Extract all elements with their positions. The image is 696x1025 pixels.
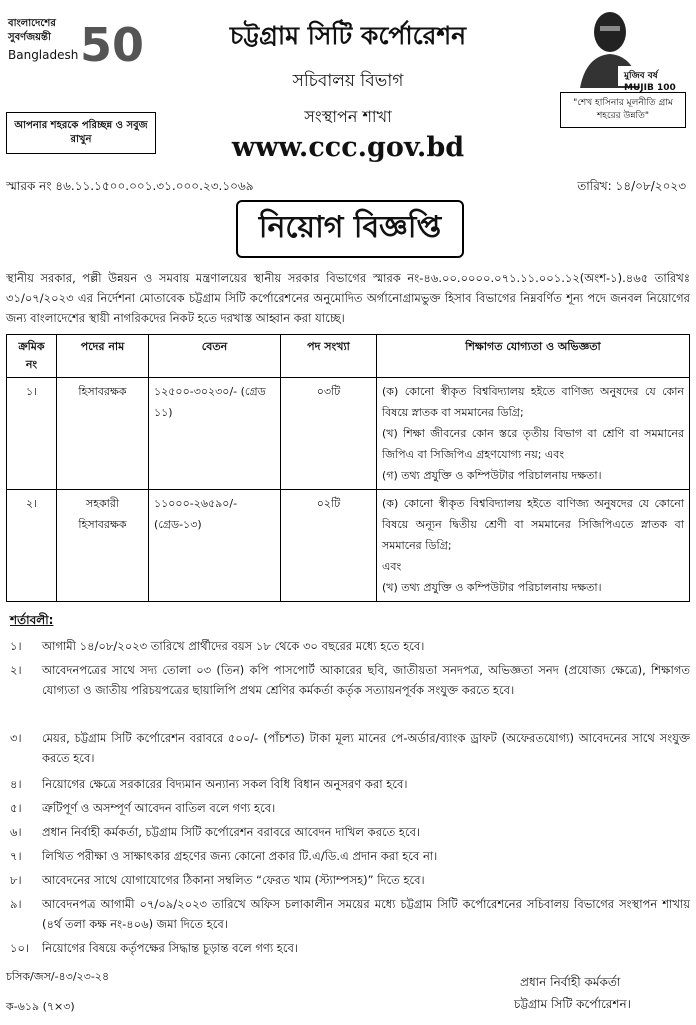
condition-item <box>6 894 690 934</box>
logo-line2: সুবর্ণজয়ন্তী <box>8 32 51 43</box>
condition-item <box>6 636 690 656</box>
condition-text: মেয়র, চট্টগ্রাম সিটি কর্পোরেশন বরাবরে ৫০০/- (পাঁচশত) টাকা মূল্য মানের পে-অর্ডার/ব্যাংক ড্রাফট (অফেরতযোগ্য) আবেদনের সাথে সংযুক্ত করতে হবে। <box>42 731 690 765</box>
row-count: ০২টি <box>281 490 377 602</box>
org-name: চট্টগ্রাম সিটি কর্পোরেশন <box>229 21 467 50</box>
table-row <box>7 378 690 490</box>
signatory-org: চট্টগ্রাম সিটি কর্পোরেশন। <box>514 997 631 1011</box>
condition-item <box>6 822 690 842</box>
slogan-box: আপনার শহরকে পরিচ্ছন্ন ও সবুজ রাখুন <box>6 112 156 154</box>
branch: সংস্থাপন শাখা <box>304 107 392 126</box>
qualification-item: এবং <box>382 560 402 573</box>
condition-number: ১০। <box>10 941 30 955</box>
table-header-row <box>7 335 690 378</box>
print-reference: ক-৬১৯ (৭×৩) <box>6 1000 75 1013</box>
col-qualification: শিক্ষাগত যোগ্যতা ও অভিজ্ঞতা <box>377 335 690 378</box>
row-count: ০৩টি <box>281 378 377 490</box>
qualification-item: (ক) কোনো স্বীকৃত বিশ্ববিদ্যালয় হইতে বাণিজ্য অনুষদের যে কোনো বিষয়ে অন্যূন দ্বিতীয় শ্রেণী বা সমমানের সিজিপিএতে স্নাতক বা সমমানের ডিগ্রি; <box>382 497 684 552</box>
row-serial: ২। <box>7 490 57 602</box>
condition-item <box>6 728 690 768</box>
row-serial: ১। <box>7 378 57 490</box>
condition-text: নিয়োগের ক্ষেত্রে সরকারের বিদ্যমান অন্যান্য সকল বিধি বিধান অনুসরণ করা হবে। <box>42 777 408 791</box>
condition-text: আবেদনপত্র আগামী ০৭/০৯/২০২৩ তারিখে অফিস চলাকালীন সময়ের মধ্যে চট্টগ্রাম সিটি কর্পোরেশনের সচিবালয় বিভাগের সংস্থাপন শাখায় (৪র্থ তলা কক্ষ নং-৪০৬) জমা দিতে হবে। <box>42 897 690 931</box>
condition-item <box>6 846 690 866</box>
qualification-item: (খ) শিক্ষা জীবনের কোন স্তরে তৃতীয় বিভাগ বা শ্রেণি বা সমমানের জিপিএ বা সিজিপিএ গ্রহণযোগ্য নয়; এবং <box>382 427 684 461</box>
row-post: হিসাবরক্ষক <box>57 378 149 490</box>
condition-number: ৭। <box>10 849 22 863</box>
condition-text: নিয়োগের বিষয়ে কর্তৃপক্ষের সিদ্ধান্ত চূড়ান্ত বলে গণ্য হবে। <box>42 941 298 955</box>
memo-number: স্মারক নং ৪৬.১১.১৫০০.০০১.৩১.০০০.২৩.১০৬৯ <box>6 179 254 193</box>
condition-number: ৯। <box>10 897 22 911</box>
mujib-100-logo <box>566 6 678 93</box>
mujib-label: মুজিব বর্ষ MUJIB 100 <box>624 71 676 93</box>
department: সচিবালয় বিভাগ <box>292 71 404 91</box>
condition-number: ৩। <box>10 731 22 745</box>
qualification-item: (খ) তথ্য প্রযুক্তি ও কম্পিউটার পরিচালনায় দক্ষতা। <box>382 581 602 594</box>
condition-text: লিখিত পরীক্ষা ও সাক্ষাৎকার গ্রহণের জন্য কোনো প্রকার টি.এ/ডি.এ প্রদান করা হবে না। <box>42 849 438 863</box>
condition-item <box>6 774 690 794</box>
col-salary: বেতন <box>149 335 281 378</box>
notice-title: নিয়োগ বিজ্ঞপ্তি <box>236 200 464 258</box>
quote-box: "শেখ হাসিনার মূলনীতি গ্রাম শহরের উন্নতি" <box>560 92 686 128</box>
logo-line1: বাংলাদেশের <box>8 18 56 29</box>
website-link[interactable]: www.ccc.gov.bd <box>231 132 465 163</box>
row-salary: ১১০০০-২৬৫৯০/- (গ্রেড-১৩) <box>149 490 281 602</box>
golden-jubilee-logo <box>6 14 145 90</box>
condition-item <box>6 798 690 818</box>
condition-text: আবেদনের সাথে যোগাযোগের ঠিকানা সম্বলিত “ফেরত খাম (স্ট্যাম্পসহ)” দিতে হবে। <box>42 873 425 887</box>
condition-item <box>6 660 690 700</box>
qualification-item: (ক) কোনো স্বীকৃত বিশ্ববিদ্যালয় হইতে বাণিজ্য অনুষদের যে কোন বিষয়ে স্নাতক বা সমমানের ডিগ্রি; <box>382 385 684 419</box>
notice-date: তারিখ: ১৪/০৮/২০২৩ <box>577 179 686 193</box>
condition-number: ৬। <box>10 825 22 839</box>
col-post: পদের নাম <box>57 335 149 378</box>
condition-number: ৪। <box>10 777 22 791</box>
condition-item <box>6 938 690 958</box>
condition-number: ৫। <box>10 801 22 815</box>
condition-text: প্রধান নির্বাহী কর্মকর্তা, চট্টগ্রাম সিটি কর্পোরেশন বরাবরে আবেদন দাখিল করতে হবে। <box>42 825 421 839</box>
logo-fifty: 50 <box>80 18 145 72</box>
condition-number: ১। <box>10 639 22 653</box>
reference-number: চসিক/জস/-৪৩/২৩-২৪ <box>6 970 110 983</box>
signatory-title: প্রধান নির্বাহী কর্মকর্তা <box>520 975 621 989</box>
condition-text: আবেদনপত্রের সাথে সদ্য তোলা ০৩ (তিন) কপি পাসপোর্ট আকারের ছবি, জাতীয়তা সনদপত্র, অভিজ্ঞতা সনদ (প্রযোজ্য ক্ষেত্রে), শিক্ষাগত যোগ্যতা ও জাতীয় পরিচয়পত্রের ছায়ালিপি প্রথম শ্রেণির কর্মকর্তা কর্তৃক সত্যায়নপূর্বক সংযুক্ত করতে হবে। <box>42 663 690 697</box>
conditions-title: শর্তাবলী: <box>10 613 54 627</box>
qualification-item: (গ) তথ্য প্রযুক্তি ও কম্পিউটার পরিচালনায় দক্ষতা। <box>382 469 602 482</box>
condition-item <box>6 870 690 890</box>
col-count: পদ সংখ্যা <box>281 335 377 378</box>
row-qualification <box>377 490 690 602</box>
table-row <box>7 490 690 602</box>
col-serial: ক্রমিক নং <box>7 335 57 378</box>
condition-number: ২। <box>10 663 22 677</box>
condition-text: আগামী ১৪/০৮/২০২৩ তারিখে প্রার্থীদের বয়স ১৮ থেকে ৩০ বছরের মধ্যে হতে হবে। <box>42 639 425 653</box>
jobs-table <box>6 334 690 602</box>
row-salary: ১২৫০০-৩০২৩০/- (গ্রেড ১১) <box>149 378 281 490</box>
intro-paragraph: স্থানীয় সরকার, পল্লী উন্নয়ন ও সমবায় মন্ত্রণালয়ের স্থানীয় সরকার বিভাগের স্মারক নং-৪৬.০০.০০০০.০৭১.১১.০০১.১২(অংশ-১).৪৬৫ তারিখঃ ৩১/০৭/২০২৩ এর নির্দেশনা মোতাবেক চট্টগ্রাম সিটি কর্পোরেশনের অনুমোদিত অর্গানোগ্রামভুক্ত হিসাব বিভাগের নিম্নবর্ণিত শূন্য পদে জনবল নিয়োগের জন্য বাংলাদেশের স্থায়ী নাগরিকদের নিকট হতে দরখাস্ত আহ্বান করা যাচ্ছে। <box>6 271 690 325</box>
logo-line3: Bangladesh <box>8 48 79 62</box>
row-post: সহকারী হিসাবরক্ষক <box>57 490 149 602</box>
condition-text: ত্রুটিপূর্ণ ও অসম্পূর্ণ আবেদন বাতিল বলে গণ্য হবে। <box>42 801 276 815</box>
condition-number: ৮। <box>10 873 22 887</box>
row-qualification <box>377 378 690 490</box>
